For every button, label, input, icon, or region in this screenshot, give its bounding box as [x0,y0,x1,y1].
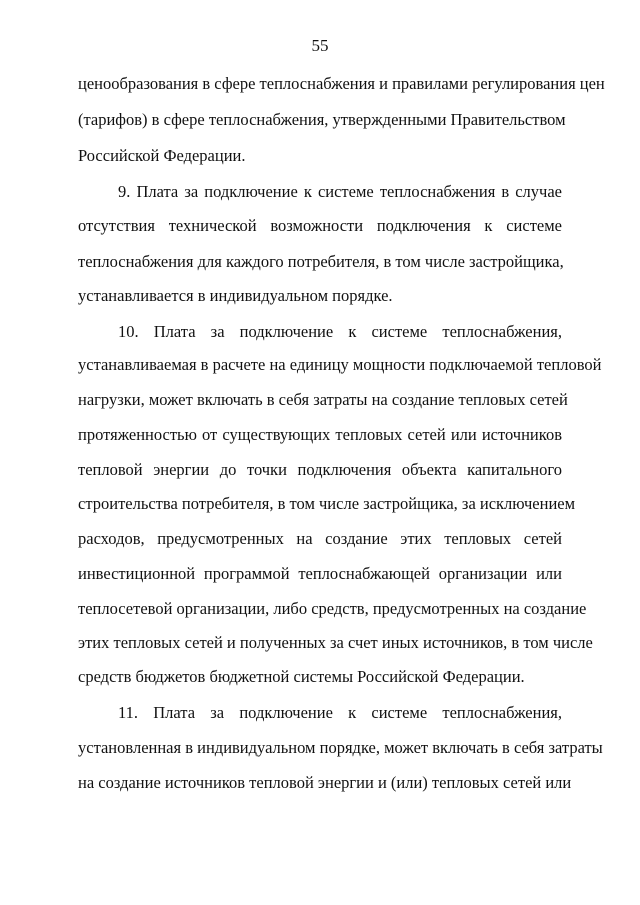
text-line: устанавливаемая в расчете на единицу мощности подключаемой тепловой [78,355,602,374]
text-line: установленная в индивидуальном порядке, может включать в себя затраты [78,738,603,757]
text-line: (тарифов) в сфере теплоснабжения, утвержденными Правительством [78,110,566,129]
text-line: теплоснабжения для каждого потребителя, в том числе застройщика, [78,252,564,271]
text-line: расходов, предусмотренных на создание этих тепловых сетей [78,529,562,548]
text-line: ценообразования в сфере теплоснабжения и правилами регулирования цен [78,74,605,93]
text-line: 11. Плата за подключение к системе теплоснабжения, [118,703,562,722]
text-line: тепловой энергии до точки подключения объекта капитального [78,460,562,479]
text-line: средств бюджетов бюджетной системы Российской Федерации. [78,667,525,686]
text-line: протяженностью от существующих тепловых сетей или источников [78,425,562,444]
text-line: нагрузки, может включать в себя затраты на создание тепловых сетей [78,390,568,409]
text-line: отсутствия технической возможности подключения к системе [78,216,562,235]
text-line: теплосетевой организации, либо средств, предусмотренных на создание [78,599,587,618]
text-line: инвестиционной программой теплоснабжающей организации или [78,564,562,583]
text-line: строительства потребителя, в том числе застройщика, за исключением [78,494,576,513]
text-line: устанавливается в индивидуальном порядке. [78,286,393,305]
text-line: этих тепловых сетей и полученных за счет иных источников, в том числе [78,633,593,652]
text-line: Российской Федерации. [78,146,246,165]
text-line: на создание источников тепловой энергии и (или) тепловых сетей или [78,773,572,792]
text-line: 9. Плата за подключение к системе теплоснабжения в случае [118,182,562,201]
text-line: 10. Плата за подключение к системе теплоснабжения, [118,322,562,341]
page-number: 55 [311,36,329,55]
